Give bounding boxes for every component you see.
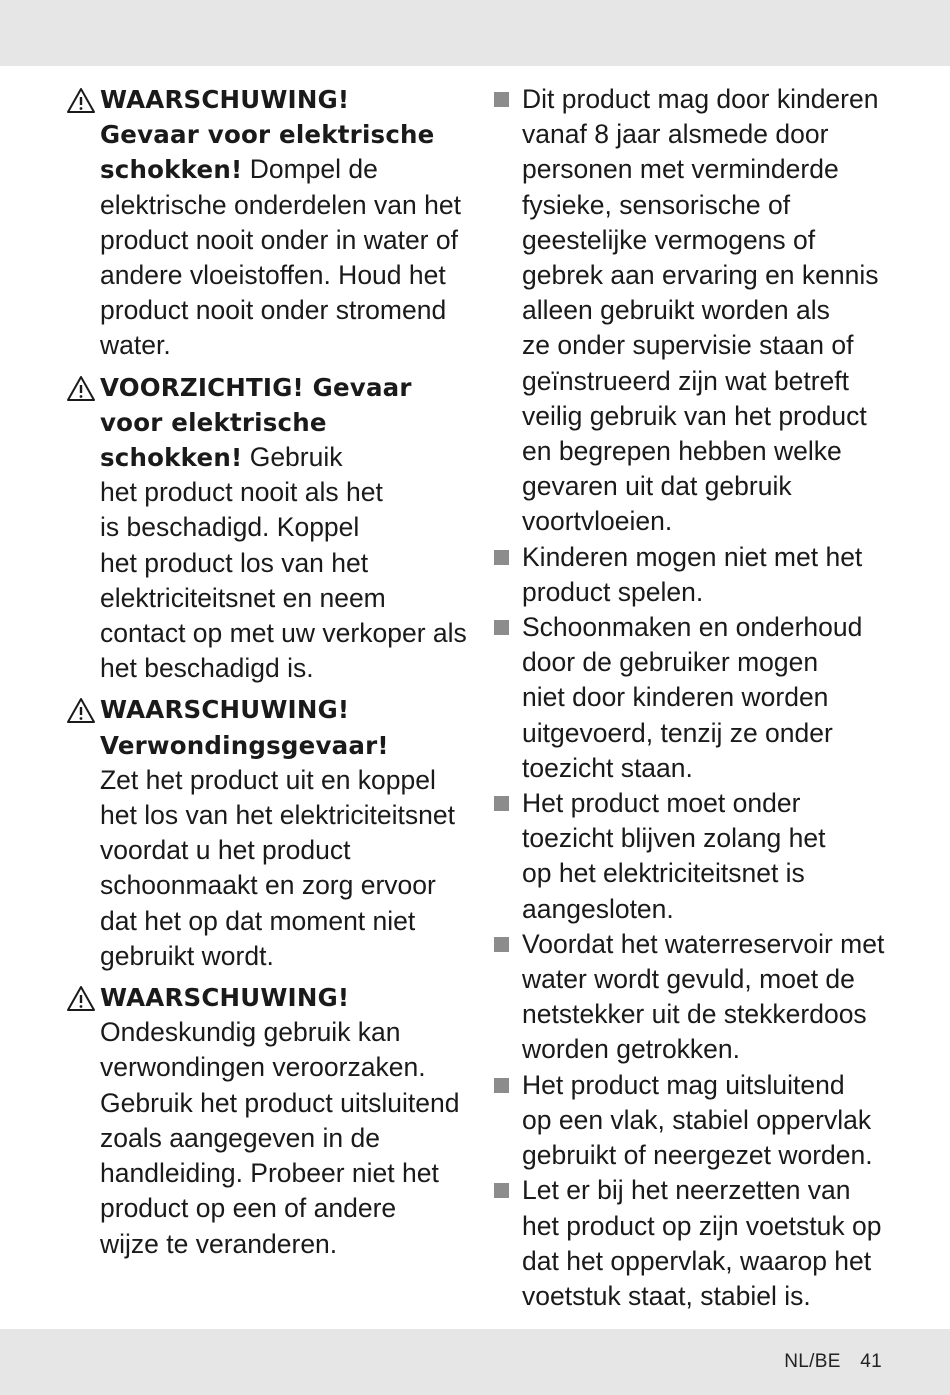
- warning-line: [100, 546, 466, 581]
- bullet-item: [490, 786, 890, 927]
- square-bullet-icon: [494, 92, 509, 107]
- warning-line: [100, 223, 466, 258]
- warning-line: [100, 1050, 466, 1085]
- bullet-line: alleen gebruikt worden als: [522, 295, 830, 326]
- warning-line: [100, 117, 466, 152]
- bullet-line: dat het oppervlak, waarop het: [522, 1245, 872, 1276]
- warning-text: Gebruik het product uitsluitend: [100, 1087, 460, 1118]
- warning-line: [100, 370, 466, 405]
- bullet-line: Dit product mag door kinderen: [522, 84, 879, 114]
- warning-text: Zet het product uit en koppel: [100, 764, 436, 795]
- warning-heading: schokken!: [100, 155, 243, 185]
- bullet-line: toezicht staan.: [522, 752, 693, 783]
- bullet-line: vanaf 8 jaar alsmede door: [522, 119, 829, 150]
- bullet-line: op het elektriciteitsnet is: [522, 858, 805, 889]
- bullet-line: op een vlak, stabiel oppervlak: [522, 1104, 872, 1135]
- bullet-item: [490, 540, 890, 610]
- warning-text: andere vloeistoffen. Houd het: [100, 260, 446, 291]
- warning-heading: Verwondingsgevaar!: [100, 730, 389, 760]
- bullet-item: [490, 82, 890, 540]
- page-footer: [784, 1351, 882, 1373]
- warning-line: [100, 939, 466, 974]
- warning-line: [100, 1121, 466, 1156]
- warning-heading: VOORZICHTIG! Gevaar: [100, 372, 412, 402]
- warning-text: Dompel de: [242, 154, 378, 185]
- warning-text: is beschadigd. Koppel: [100, 512, 360, 543]
- bullet-line: uitgevoerd, tenzij ze onder: [522, 717, 833, 748]
- header-band: [0, 0, 950, 66]
- warning-triangle-icon: [66, 87, 96, 114]
- warning-text: voordat u het product: [100, 835, 351, 866]
- bullet-line: Het product moet onder: [522, 788, 801, 819]
- warning-heading: Gevaar voor elektrische: [100, 120, 435, 150]
- footer-language: NL/BE: [784, 1351, 841, 1372]
- warning-line: [100, 405, 466, 440]
- bullet-line: toezicht blijven zolang het: [522, 823, 826, 854]
- warning-line: [100, 616, 466, 651]
- warning-block: [66, 692, 466, 974]
- warning-text: gebruikt wordt.: [100, 940, 274, 971]
- warning-line: [100, 152, 466, 187]
- warning-line: [100, 763, 466, 798]
- bullet-line: product spelen.: [522, 576, 704, 607]
- warning-text: Ondeskundig gebruik kan: [100, 1017, 401, 1048]
- warning-text: het product los van het: [100, 547, 369, 578]
- bullet-line: gebruikt of neergezet worden.: [522, 1140, 873, 1171]
- square-bullet-icon: [494, 1183, 509, 1198]
- bullet-line: netstekker uit de stekkerdoos: [522, 999, 867, 1030]
- bullet-line: Het product mag uitsluitend: [522, 1069, 845, 1100]
- square-bullet-icon: [494, 620, 509, 635]
- warning-text: wijze te veranderen.: [100, 1228, 338, 1259]
- warning-line: [100, 475, 466, 510]
- warning-heading: WAARSCHUWING!: [100, 983, 350, 1013]
- bullet-line: gevaren uit dat gebruik: [522, 471, 792, 502]
- warning-line: [100, 904, 466, 939]
- bullets-column: [490, 82, 890, 1314]
- warning-line: [100, 328, 466, 363]
- warning-line: [100, 1227, 466, 1262]
- warning-line: [100, 1191, 466, 1226]
- bullet-line: Schoonmaken en onderhoud: [522, 612, 863, 643]
- square-bullet-icon: [494, 937, 509, 952]
- warning-line: [100, 692, 466, 727]
- warning-text: product op een of andere: [100, 1193, 397, 1224]
- warning-text: handleiding. Probeer niet het: [100, 1158, 439, 1189]
- warning-heading: WAARSCHUWING!: [100, 85, 350, 114]
- warning-line: [100, 440, 466, 475]
- bullet-line: Kinderen mogen niet met het: [522, 541, 863, 572]
- warning-line: [100, 293, 466, 328]
- warning-text: schoonmaakt en zorg ervoor: [100, 870, 436, 901]
- square-bullet-icon: [494, 796, 509, 811]
- warning-text: water.: [100, 330, 171, 361]
- bullet-line: veilig gebruik van het product: [522, 400, 867, 431]
- bullet-item: [490, 927, 890, 1068]
- warning-line: [100, 728, 466, 763]
- warning-text: het beschadigd is.: [100, 653, 314, 684]
- bullet-item: [490, 1173, 890, 1314]
- bullet-line: geestelijke vermogens of: [522, 224, 816, 255]
- warning-line: [100, 651, 466, 686]
- warning-text: product nooit onder stromend: [100, 295, 447, 326]
- warning-triangle-icon: [66, 697, 96, 724]
- warning-text: product nooit onder in water of: [100, 224, 458, 255]
- square-bullet-icon: [494, 550, 509, 565]
- bullet-line: ze onder supervisie staan of: [522, 330, 854, 361]
- warning-text: verwondingen veroorzaken.: [100, 1052, 426, 1083]
- warning-text: elektrische onderdelen van het: [100, 189, 461, 220]
- warning-block: [66, 82, 466, 364]
- bullet-line: water wordt gevuld, moet de: [522, 964, 855, 995]
- warning-heading: voor elektrische: [100, 407, 327, 437]
- bullet-line: Let er bij het neerzetten van: [522, 1175, 851, 1206]
- warning-line: [100, 980, 466, 1015]
- warning-line: [100, 833, 466, 868]
- bullet-line: Voordat het waterreservoir met: [522, 928, 885, 959]
- warning-line: [100, 82, 466, 117]
- bullet-line: voetstuk staat, stabiel is.: [522, 1280, 811, 1311]
- warning-text: het product nooit als het: [100, 477, 383, 508]
- warning-text: Gebruik: [242, 442, 343, 473]
- warnings-column: [66, 82, 466, 1268]
- warning-line: [100, 1086, 466, 1121]
- bullet-line: het product op zijn voetstuk op: [522, 1210, 882, 1241]
- warning-text: zoals aangegeven in de: [100, 1122, 380, 1153]
- bullet-line: personen met verminderde: [522, 154, 839, 185]
- warning-line: [100, 868, 466, 903]
- warning-line: [100, 510, 466, 545]
- page-number: 41: [860, 1351, 882, 1372]
- warning-line: [100, 188, 466, 223]
- bullet-line: en begrepen hebben welke: [522, 436, 842, 467]
- warning-text: dat het op dat moment niet: [100, 905, 416, 936]
- warning-block: [66, 980, 466, 1262]
- warning-text: elektriciteitsnet en neem: [100, 582, 386, 613]
- warning-line: [100, 1156, 466, 1191]
- bullet-line: geïnstrueerd zijn wat betreft: [522, 365, 850, 396]
- warning-block: [66, 370, 466, 687]
- warning-line: [100, 258, 466, 293]
- bullet-line: aangesloten.: [522, 893, 674, 924]
- warning-line: [100, 581, 466, 616]
- warning-triangle-icon: [66, 985, 96, 1012]
- bullet-line: voortvloeien.: [522, 506, 673, 537]
- bullet-item: [490, 1068, 890, 1174]
- warning-heading: WAARSCHUWING!: [100, 695, 350, 725]
- bullet-line: fysieke, sensorische of: [522, 189, 791, 220]
- bullet-line: worden getrokken.: [522, 1034, 741, 1065]
- bullet-item: [490, 610, 890, 786]
- bullet-line: gebrek aan ervaring en kennis: [522, 260, 879, 291]
- warning-text: contact op met uw verkoper als: [100, 618, 467, 649]
- bullet-line: door de gebruiker mogen: [522, 647, 819, 678]
- bullet-line: niet door kinderen worden: [522, 682, 829, 713]
- warning-text: het los van het elektriciteitsnet: [100, 800, 455, 831]
- warning-line: [100, 798, 466, 833]
- square-bullet-icon: [494, 1078, 509, 1093]
- warning-line: [100, 1015, 466, 1050]
- warning-triangle-icon: [66, 375, 96, 402]
- warning-heading: schokken!: [100, 443, 243, 473]
